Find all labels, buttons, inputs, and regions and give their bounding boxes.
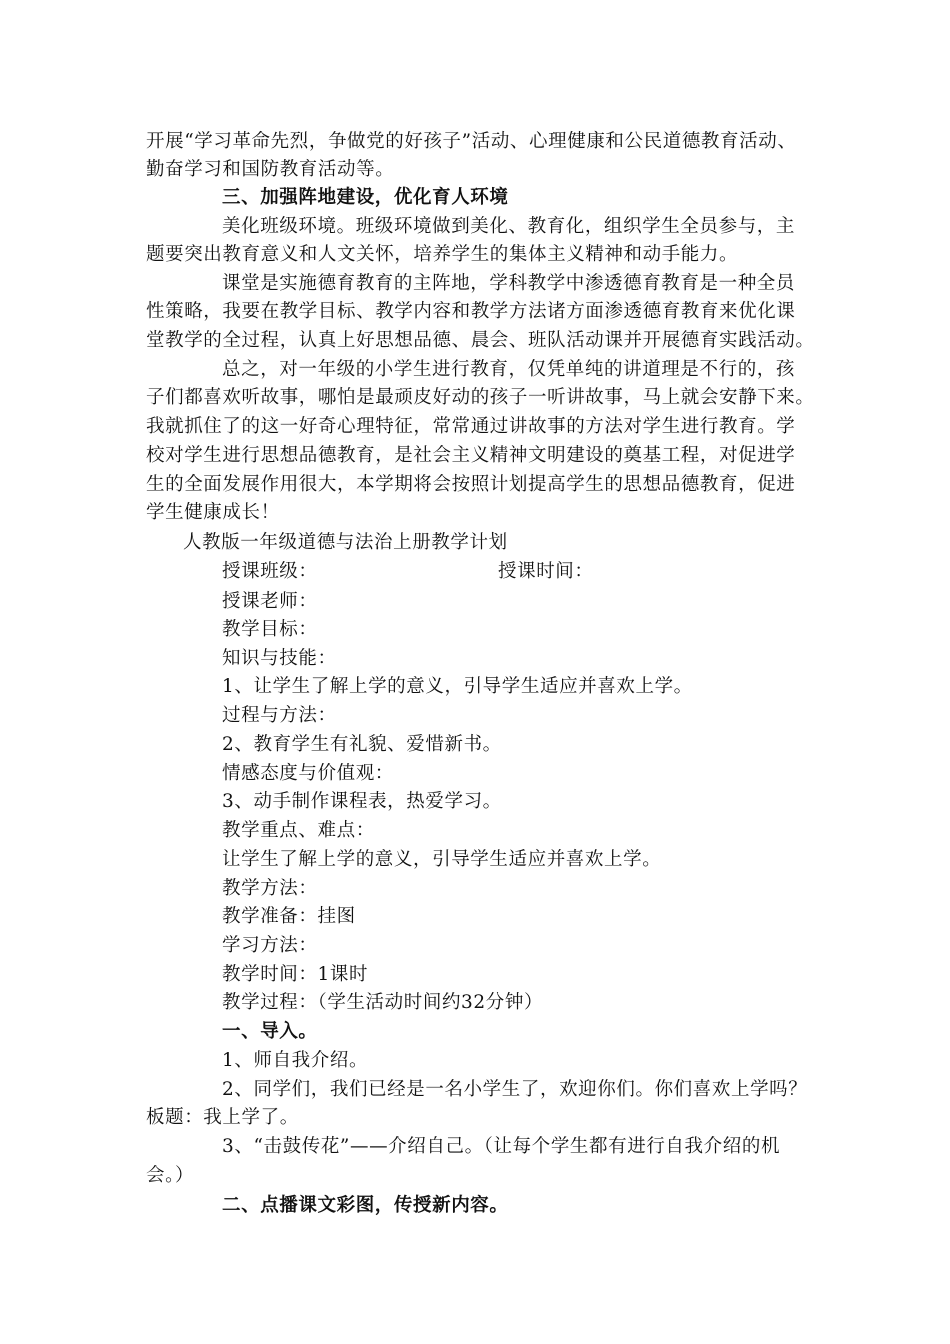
plan-line: 2、同学们，我们已经是一名小学生了，欢迎你们。你们喜欢上学吗？ [222,1079,808,1100]
section-heading: 一、导入。 [222,1021,318,1042]
plan-line: 教学过程：（学生活动时间约32分钟） [222,992,544,1013]
plan-title: 人教版一年级道德与法治上册教学计划 [183,532,508,553]
plan-line: 2、教育学生有礼貌、爱惜新书。 [222,734,502,755]
plan-line: 1、让学生了解上学的意义，引导学生适应并喜欢上学。 [222,676,693,697]
paragraph-line: 勤奋学习和国防教育活动等。 [146,159,395,180]
plan-line: 教学时间：1课时 [222,964,369,985]
plan-line: 过程与方法： [222,705,337,726]
plan-line: 教学方法： [222,878,318,899]
paragraph-line: 课堂是实施德育教育的主阵地，学科教学中渗透德育教育是一种全员 [222,273,796,294]
plan-line: 3、“击鼓传花”——介绍自己。（让每个学生都有进行自我介绍的机 [222,1136,781,1157]
plan-line: 知识与技能： [222,648,337,669]
paragraph-line: 美化班级环境。班级环境做到美化、教育化，组织学生全员参与，主 [222,216,796,237]
paragraph-line: 子们都喜欢听故事，哪怕是最顽皮好动的孩子一听讲故事，马上就会安静下来。 [146,387,815,408]
paragraph-line: 开展“学习革命先烈，争做党的好孩子”活动、心理健康和公民道德教育活动、 [146,131,797,152]
time-label: 授课时间： [498,561,594,582]
paragraph-line: 我就抓住了的这一好奇心理特征，常常通过讲故事的方法对学生进行教育。学 [146,416,796,437]
section-heading: 二、点播课文彩图，传授新内容。 [222,1195,509,1216]
section-heading: 三、加强阵地建设，优化育人环境 [222,187,509,208]
paragraph-line: 性策略，我要在教学目标、教学内容和教学方法诸方面渗透德育教育来优化课 [146,301,796,322]
plan-line: 学习方法： [222,935,318,956]
paragraph-line: 学生健康成长！ [146,502,280,523]
paragraph-line: 堂教学的全过程，认真上好思想品德、晨会、班队活动课并开展德育实践活动。 [146,330,815,351]
paragraph-line: 生的全面发展作用很大，本学期将会按照计划提高学生的思想品德教育，促进 [146,474,796,495]
paragraph-line: 总之，对一年级的小学生进行教育，仅凭单纯的讲道理是不行的，孩 [222,359,796,380]
teacher-label: 授课老师： [222,591,318,612]
plan-line: 教学重点、难点： [222,820,375,841]
plan-line: 教学目标： [222,619,318,640]
plan-line: 1、师自我介绍。 [222,1050,369,1071]
paragraph-line: 校对学生进行思想品德教育，是社会主义精神文明建设的奠基工程，对促进学 [146,445,796,466]
paragraph-line: 题要突出教育意义和人文关怀，培养学生的集体主义精神和动手能力。 [146,244,739,265]
plan-line: 板题：我上学了。 [146,1107,299,1128]
plan-line: 教学准备：挂图 [222,906,356,927]
plan-line: 3、动手制作课程表，热爱学习。 [222,791,502,812]
plan-line: 会。） [146,1165,195,1186]
plan-line: 情感态度与价值观： [222,763,394,784]
class-label: 授课班级： [222,561,318,582]
plan-line: 让学生了解上学的意义，引导学生适应并喜欢上学。 [222,849,662,870]
